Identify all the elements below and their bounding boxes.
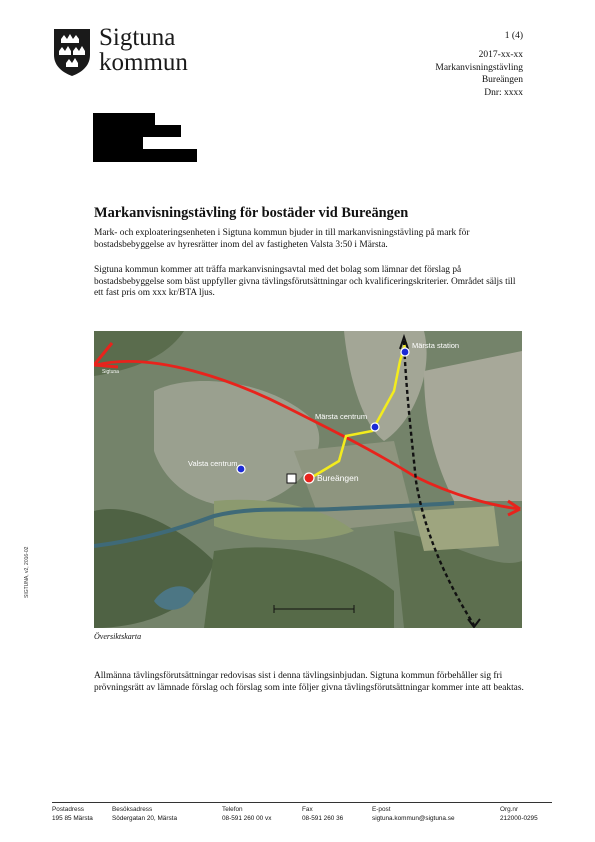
- crown-shield-icon: [52, 27, 92, 77]
- document-dnr: Dnr: xxxx: [484, 87, 523, 98]
- bureangen-marker: [304, 473, 314, 483]
- footer-postal-address: Postadress 195 85 Märsta: [52, 806, 93, 822]
- redaction-bar: [93, 113, 155, 125]
- map-label-marsta-centrum: Märsta centrum: [315, 412, 368, 421]
- intro-paragraph: Mark- och exploateringsenheten i Sigtuna kommun bjuder in till markanvisningstävling på mark för bostadsbebyggelse av hyresrätter inom del av fastigheten Valsta 3:50 i Märsta.: [94, 228, 470, 250]
- map-label-bureangen: Bureängen: [317, 473, 359, 483]
- document-date: 2017-xx-xx: [478, 50, 523, 61]
- footer-fax: Fax 08-591 260 36: [302, 806, 344, 822]
- aerial-map-graphic: [94, 331, 522, 628]
- marsta-station-marker: [401, 348, 409, 356]
- map-label-marsta-station: Märsta station: [412, 341, 460, 350]
- document-header: [435, 30, 523, 99]
- marsta-centrum-marker: [371, 423, 379, 431]
- redaction-bar: [93, 125, 181, 137]
- page-number: 1 (4): [504, 31, 523, 41]
- overview-map: [94, 331, 522, 628]
- document-footer: [52, 802, 552, 822]
- footer-visiting-address: Besöksadress Södergatan 20, Märsta: [112, 806, 178, 822]
- conditions-paragraph: Allmänna tävlingsförutsättningar redovisas sist i denna tävlingsinbjudan. Sigtuna kommun förbehåller sig fri prövningsrätt av lämnade förslag och förslag som inte följer givna tävlingsförutsättningar kommer inte att beaktas.: [94, 671, 524, 693]
- bus-stop-icon: [287, 474, 296, 483]
- footer-phone: Telefon 08-591 260 00 vx: [222, 806, 272, 822]
- redaction-bar: [93, 149, 197, 162]
- map-caption: Översiktskarta: [94, 632, 142, 641]
- document-location: Bureängen: [481, 75, 523, 86]
- footer-email: E-post sigtuna.kommun@sigtuna.se: [372, 806, 455, 822]
- agreement-paragraph: Sigtuna kommun kommer att träffa markanvisningsavtal med det bolag som lämnar det förslag på bostadsbebyggelse som bäst uppfyller givna tävlingsförutsättningar och kvalificeringskriterier. Området säljs till ett fast pris om xxx kr/BTA ljus.: [94, 265, 516, 299]
- footer-org-number: Org.nr 212000-0295: [500, 806, 538, 822]
- logo-wordmark: Sigtuna kommun: [99, 24, 188, 76]
- map-label-valsta-centrum: Valsta centrum: [188, 459, 238, 468]
- sigtuna-logo: [52, 24, 202, 79]
- redaction-bar: [93, 137, 143, 149]
- document-type: Markanvisningstävling: [435, 62, 523, 73]
- map-label-sigtuna: Sigtuna: [102, 369, 119, 375]
- page-title: Markanvisningstävling för bostäder vid Bureängen: [94, 205, 409, 221]
- side-template-code: SIGTUNA, v2, 2016-02: [24, 546, 30, 598]
- valsta-centrum-marker: [237, 465, 245, 473]
